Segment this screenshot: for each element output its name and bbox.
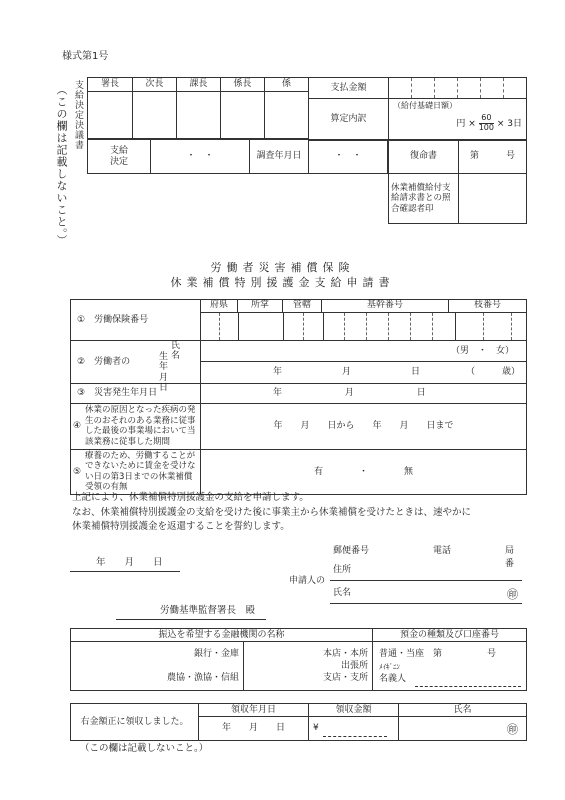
rank-cell: 次長 — [133, 78, 177, 92]
postal-label: 郵便番号 — [333, 546, 370, 556]
address-underline[interactable] — [330, 580, 522, 581]
rank-cell: 係 — [265, 78, 309, 92]
hdr-jurisdiction: 所掌 — [238, 300, 283, 312]
main-table — [70, 299, 527, 495]
hdr-base-no: 基幹番号 — [322, 300, 449, 312]
applicant-label: 申請人の — [289, 576, 326, 586]
hdr-branch-no: 枝番号 — [473, 300, 501, 310]
row5-num: ⑤ — [73, 466, 82, 477]
receipt-name-header: 氏名 — [399, 704, 527, 717]
branch-type-3[interactable]: 支店・支所 — [322, 673, 368, 683]
side-note: （この欄は記載しないこと。） — [55, 84, 68, 247]
account-header: 預金の種類及び口座番号 — [373, 629, 527, 642]
pay-amount-label: 支払金額 — [309, 78, 389, 99]
receipt-label: 右金額正に領収しました。 — [71, 704, 199, 741]
accident-year-unit: 年 — [273, 388, 283, 399]
sex-choice[interactable]: （男 ・ 女） — [450, 345, 514, 356]
approval-table — [87, 77, 309, 139]
survey-label: 調査年月日 — [250, 140, 309, 174]
phone-label: 電話 — [433, 546, 452, 556]
receipt-table — [70, 703, 527, 741]
accident-month-unit: 月 — [344, 388, 354, 399]
worker-field: 氏名 （男 ・ 女） 生年月日 年 月 日 （ 歳） — [201, 341, 527, 384]
calc-label: 算定内訳 — [309, 99, 389, 141]
receipt-date[interactable]: 年 月 日 — [199, 717, 309, 741]
hdr-office: 管轄 — [283, 300, 322, 312]
addressee: 労働基準監督署長 殿 — [160, 605, 256, 616]
applicant-seal: ㊞ — [507, 588, 518, 601]
hdr-prefecture: 府県 — [201, 300, 238, 312]
calc-yen: 円 × — [456, 118, 476, 129]
decision-label: 支給 決定 — [88, 140, 151, 174]
accident-day-unit: 日 — [416, 388, 426, 399]
accident-date-label: ③ 災害発生年月日 — [71, 384, 201, 404]
addressee-underline[interactable] — [116, 619, 266, 620]
receipt-seal: ㊞ — [507, 723, 518, 736]
work-period-field[interactable]: 年 月 日から 年 月 日まで — [201, 404, 527, 450]
receipt-amount-header: 領収金額 — [309, 704, 399, 717]
applicant-name-label: 氏名 — [333, 588, 352, 598]
row5-text: 療養のため、労働することができないために賃金を受けない日の第3日までの休業補償受領の有無 — [85, 450, 196, 493]
birth-day-unit: 日 — [411, 367, 421, 378]
address-label: 住所 — [333, 565, 352, 575]
title-line-2: 休業補償特別援護金支給申請書 — [170, 276, 395, 289]
footer-note: （この欄は記載しないこと。） — [80, 743, 209, 754]
number-label: 番 — [505, 559, 515, 569]
calc-num: 60 — [479, 114, 494, 124]
survey-date[interactable]: ・ ・ — [309, 140, 388, 174]
holder-underline[interactable] — [415, 686, 521, 687]
holder-kana: ﾒｲｷﾞﾆﾝ — [379, 663, 400, 671]
survey-date-table — [308, 139, 388, 174]
calc-days: × 3日 — [496, 118, 522, 129]
bank-name-field[interactable] — [71, 642, 373, 691]
age-field[interactable]: （ 歳） — [466, 367, 521, 378]
account-field[interactable] — [373, 642, 527, 691]
bank-table — [70, 628, 527, 691]
holder-label: 名義人 — [379, 674, 407, 684]
row4-num: ④ — [73, 421, 82, 432]
stamp-cell[interactable] — [265, 92, 309, 139]
title-line-1: 労働者災害補償保険 — [210, 261, 355, 274]
insurance-no-field[interactable] — [201, 300, 527, 341]
pledge-line-2: なお、休業補償特別援護金の支給を受けた後に事業主から休業補償を受けたときは、速やかに — [72, 507, 472, 518]
insurance-no-label: ① 労働保険番号 — [71, 300, 201, 341]
pledge-line-1: 上記により、休業補償特別援護金の支給を申請します。 — [72, 492, 309, 503]
reinstate-table — [388, 139, 527, 174]
pay-amount-field[interactable] — [389, 78, 527, 99]
reinstate-no[interactable]: 第 号 — [459, 140, 527, 174]
date-underline — [70, 571, 180, 572]
worker-label: ② 労働者の — [71, 341, 201, 384]
stamp-cell[interactable] — [88, 92, 133, 139]
confirm-table — [388, 173, 527, 224]
stamp-cell[interactable] — [177, 92, 221, 139]
row4-text: 休業の原因となった疾病の発生のおそれのある業務に従事した最後の事業場において当該業務に従事した期間 — [85, 405, 196, 447]
stamp-cell[interactable] — [133, 92, 177, 139]
branch-type-1[interactable]: 本店・本所 — [322, 649, 368, 659]
name-underline[interactable] — [330, 603, 522, 604]
calc-note: （給付基礎日額） — [393, 101, 457, 110]
confirm-label: 休業補償給付支給請求書との照合確認者印 — [389, 174, 459, 224]
pledge-line-3: 休業補償特別援護金を返還することを誓約します。 — [72, 521, 290, 532]
bank-header: 振込を希望する金融機関の名称 — [71, 629, 373, 642]
stamp-cell[interactable] — [221, 92, 265, 139]
rank-cell: 係長 — [221, 78, 265, 92]
bank-type-2[interactable]: 農協・漁協・信組 — [166, 673, 239, 683]
area-label: 局 — [505, 546, 515, 556]
calc-cell — [389, 99, 527, 141]
receipt-date-header: 領収年月日 — [199, 704, 309, 717]
bank-type-1[interactable]: 銀行・金庫 — [193, 649, 239, 659]
payment-table — [308, 77, 527, 141]
decision-vertical-label: 支給決定決議書 — [73, 80, 83, 150]
decision-table — [87, 139, 309, 174]
birth-month-unit: 月 — [342, 367, 352, 378]
decision-date[interactable]: ・ ・ — [151, 140, 250, 174]
yen-sign: ¥ — [313, 723, 319, 733]
branch-type-2[interactable]: 出張所 — [340, 661, 368, 671]
account-type[interactable]: 普通・当座 第 号 — [379, 649, 497, 659]
confirm-stamp[interactable] — [459, 174, 527, 224]
application-date[interactable]: 年 月 日 — [96, 557, 163, 568]
compensation-choice[interactable]: 有 ・ 無 — [201, 449, 527, 495]
rank-cell: 課長 — [177, 78, 221, 92]
amount-underline — [323, 736, 387, 737]
form-id: 様式第1号 — [62, 51, 109, 62]
birth-year-unit: 年 — [273, 367, 283, 378]
rank-cell: 署長 — [88, 78, 133, 92]
reinstate-label: 復命書 — [389, 140, 459, 174]
accident-date-field[interactable] — [201, 384, 527, 404]
calc-den: 100 — [478, 122, 494, 132]
receipt-amount[interactable] — [309, 717, 399, 741]
receipt-name[interactable] — [399, 717, 527, 741]
